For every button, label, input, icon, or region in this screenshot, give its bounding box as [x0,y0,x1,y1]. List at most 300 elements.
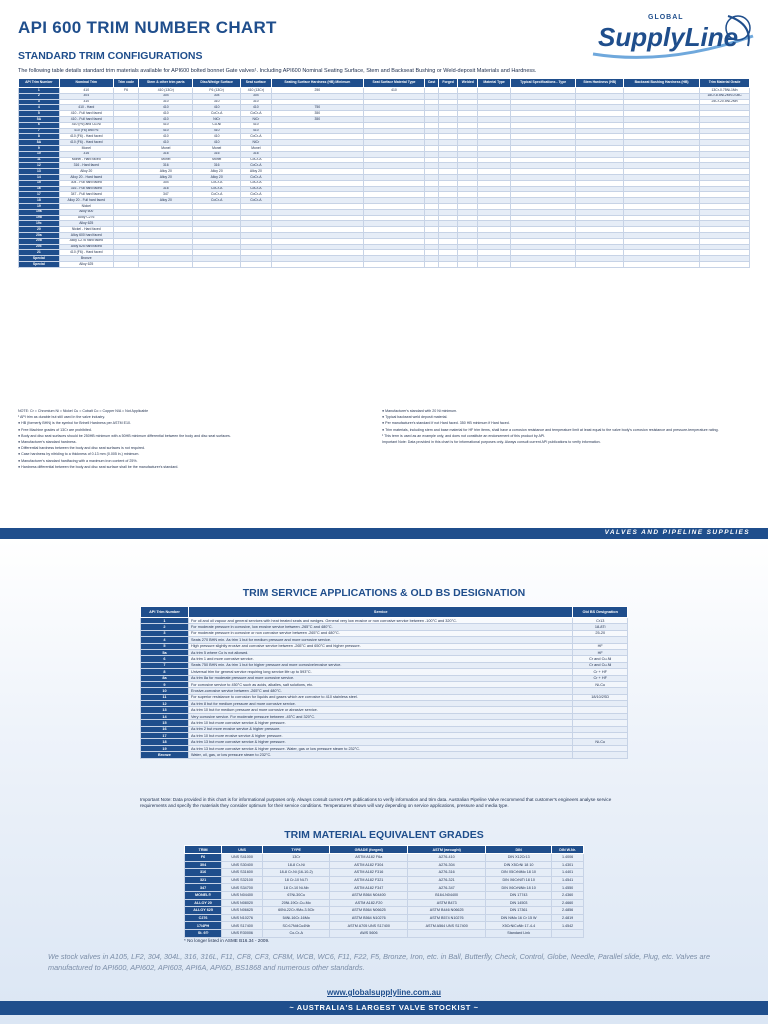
table-cell [139,261,193,267]
equivalent-table-row [185,891,584,899]
table-cell: 3 [19,99,60,105]
table-cell: CoCr-A [193,180,240,186]
equivalent-table-row [185,884,584,892]
table-cell: 347 - Full hard faced [59,192,113,198]
table-cell: 18-8 Cr-Ni (16-10-2) [263,869,330,877]
table-cell: NiCr [193,116,240,122]
table-cell: CoCr-A [193,186,240,192]
table-cell: ALLOY 20 [185,899,222,907]
table-cell: 304 [139,180,193,186]
table-cell: 304 - Full hard faced [59,180,113,186]
table-cell: A276-304 [408,861,486,869]
table-cell: As trim 10 but more corrosive service & higher pressure. [188,720,572,726]
table-cell: Cr13 [573,618,628,624]
table-cell: 6 [141,656,189,662]
table-cell [438,261,457,267]
website-link[interactable]: www.globalsupplyline.com.au [327,988,441,997]
table-cell: 14 [141,713,189,719]
trim-table-header: Trim code [113,79,138,88]
table-cell: 310 [193,99,240,105]
note-line: ● Hardness differential between the body and disc seat surface shall be the manufacturer's standard. [18,464,179,469]
trim-table-header: Stem & other trim parts [139,79,193,88]
table-cell: 410 (13Cr) [139,88,193,94]
note-line: ● Differential hardness between the body and disc seat surfaces is not required. [18,446,145,451]
table-cell: 410 [139,111,193,117]
table-cell: 304 [193,93,240,99]
section-title-standard-trim: STANDARD TRIM CONFIGURATIONS [18,50,203,62]
table-cell: 20Ni-19Cr-Cu-Mo [263,899,330,907]
table-cell: 1.4550 [552,884,584,892]
table-cell: Alloy C276 hard faced [59,238,113,244]
notes-left [18,409,378,471]
table-cell: 4 [141,637,189,643]
table-cell: As trim 5 where Co is not allowed. [188,649,572,655]
intro-text: The following table details standard trim materials available for API600 bolted bonnet Gate valves¹. Including API600 Nominal Seating Surface, Stem and Backseat Bushing or Weld-deposit Materials and Hardness. [18,68,537,74]
table-cell: Universal trim for general service requiring long service life up to 593°C. [188,669,572,675]
table-cell: Standard Link [486,929,552,937]
table-cell: Special [19,256,60,262]
equivalent-table-row [185,922,584,930]
table-cell: 2.4819 [552,914,584,922]
table-cell [573,752,628,758]
table-cell: C276 [185,914,222,922]
table-cell: 1 [141,618,189,624]
table-cell: 410 [240,105,271,111]
table-cell: 21 [19,250,60,256]
table-cell: 15 [141,720,189,726]
table-cell: Monel [59,145,113,151]
table-cell [458,261,478,267]
table-cell: 410 (F6) - Hard faced [59,140,113,146]
trim-table-header: Nominal Trim [59,79,113,88]
table-cell: 1.4401 [552,869,584,877]
table-cell: A276-316 [408,869,486,877]
table-cell: 5a [141,649,189,655]
table-cell: 316 [193,163,240,169]
service-table-header: API Trim Number [141,607,189,618]
trim-number-table [18,78,750,268]
table-cell: 20b [19,238,60,244]
trim-table-header: Disc/Wedge Surface [193,79,240,88]
table-cell: 410 [240,122,271,128]
table-cell: 25Cr-20.5Ni-2Mn [700,99,750,105]
table-cell: ASTM B564 N06625 [330,907,408,915]
table-cell [408,929,486,937]
table-cell [240,261,271,267]
table-cell: Alloy C276 [59,215,113,221]
table-cell: 347 [185,884,222,892]
stock-text: We stock valves in A105, LF2, 304, 304L, 316, 316L, F11, CF8, CF3, CF8M, WCB, WC6, F11, F22, F5, Bronze, Iron, etc. in Ball, Butterfly, Check, Control, Globe, Needle, Parallel slide, Plug, etc. Valves are manufactured to API600, API602, API603, API6A, API6D, BS1868 and numerous other standards. [48,952,711,972]
table-cell: 12 [141,701,189,707]
table-cell: As trim 8 but for medium pressure and more corrosive service. [188,701,572,707]
service-important-note: Important Note: Data provided in this chart is for informational purposes only. Always consult current API publications to verify information and trim data. Australian Pipeline Valve recommend that customer's engineers analyse service requirements and specify the materials they consider optimum for their service conditions. Temperatures shown will vary depending on service applications, pressure and media type. [140,797,612,808]
trim-table-header: Forged [438,79,457,88]
table-cell: 20a [19,232,60,238]
table-cell: ASTM A182 F321 [330,876,408,884]
table-cell: 2 [141,624,189,630]
table-cell: 18-8Ti [573,624,628,630]
table-cell: DIN X5CrNiMo 18 10 [486,869,552,877]
table-cell: Alloy 20 - Full hard faced [59,198,113,204]
table-cell: F6 [113,88,138,94]
footer-tagline: ~ AUSTRALIA'S LARGEST VALVE STOCKIST ~ [0,1001,768,1015]
table-cell: 350 [271,116,363,122]
band-text: VALVES AND PIPELINE SUPPLIES [604,529,750,536]
table-cell: 410 [193,134,240,140]
trim-table-row [19,261,750,267]
table-cell: DIN 14503 [486,899,552,907]
trim-table-header: Trim Material Grade [700,79,750,88]
note-line: ¹ This term is used as an example only, and does not constitute an endorsement of this product by API. [382,433,546,438]
table-cell: 12 [19,163,60,169]
equivalent-table-header: ASTM (wrought) [408,846,486,854]
table-cell: 9 [141,681,189,687]
table-cell: 13 [19,169,60,175]
equivalent-table-header: DIN W.Nr. [552,846,584,854]
table-cell: Monel [139,145,193,151]
table-cell: 4 [19,105,60,111]
table-cell: 16 [19,186,60,192]
table-cell: F6 (13Cr) [193,88,240,94]
table-cell: 316 [193,151,240,157]
equivalent-table-row [185,861,584,869]
table-cell: CoCr-A [240,198,271,204]
table-cell: As trim 8a for moderate pressure and more corrosive service. [188,675,572,681]
table-cell: AWS 5606 [330,929,408,937]
table-cell [271,261,363,267]
equivalent-table-header: TRIM [185,846,222,854]
table-cell: 19c [19,221,60,227]
table-cell: For moderate pressure in corrosive, low erosive service between -265°C and 480°C. [188,624,572,630]
table-cell: 316 [240,151,271,157]
note-line: ● HB (formerly BHN) is the symbol for Brinell Hardness per ASTM E10. [18,421,132,426]
table-cell: 6 [19,122,60,128]
equivalent-table-header: DIN [486,846,552,854]
table-cell: UNS N06625 [222,907,263,915]
equivalent-table-row [185,907,584,915]
table-cell: 60Ni-22Cr-9Mo-3.5Cb [263,907,330,915]
table-cell: 18 [19,198,60,204]
table-cell: ASTM A564 UNS S17400 [408,922,486,930]
table-cell: 13 [141,707,189,713]
table-cell: 14 [19,174,60,180]
table-cell: 18 [141,739,189,745]
equivalent-table-header: GRADE (forged) [330,846,408,854]
table-cell: 316 - Hard faced [59,163,113,169]
table-cell: ASTM B446 N06625 [408,907,486,915]
table-cell: HF [573,649,628,655]
table-cell: 1.4301 [552,861,584,869]
table-cell: As trim 2 but more erosive service & higher pressure. [188,726,572,732]
table-cell: ASTM A182 F347 [330,884,408,892]
table-cell: High pressure slightly erosive and corrosive service between -265°C and 650°C and higher pressure. [188,643,572,649]
table-cell: CoCr-A [240,192,271,198]
table-cell: Very corrosive service. For moderate pressure between -45°C and 320°C. [188,713,572,719]
table-cell: CoCr-A [240,186,271,192]
table-cell: For moderate pressure in corrosive or non corrosive service between -265°C and 480°C. [188,630,572,636]
table-cell: 1.4006 [552,854,584,862]
trim-table-header: Material Type [478,79,511,88]
table-cell: As trim 1 and more corrosive service. [188,656,572,662]
note-line: ● Manufacturer's standard hardness. [18,440,77,445]
table-cell: 17 [19,192,60,198]
table-cell: A276-410 [408,854,486,862]
table-cell: 18-8 Cr-Ni [263,861,330,869]
table-cell: F6 [185,854,222,862]
table-cell: 316 - Full hard faced [59,186,113,192]
table-cell: Monel [240,145,271,151]
table-cell: 410 (13Cr) [240,88,271,94]
table-cell: 15 [19,180,60,186]
table-cell: Alloy 20 - Hard faced [59,174,113,180]
note-line: Important Note: Data provided in this chart is for informational purposes only. Always consult current API publications to verify information. [382,440,601,445]
table-cell: 410 [240,128,271,134]
table-cell: CoCr-A [240,163,271,169]
table-cell: 410 (F6) - Hard faced [59,134,113,140]
equivalent-table-row [185,899,584,907]
table-cell: Seats 750 BHN min. As trim 1 but for higher pressure and more corrosive/erosive service. [188,662,572,668]
table-cell: 67Ni-30Cu [263,891,330,899]
table-cell: ASTM B564 N10276 [330,914,408,922]
table-cell: 18 Cr-10 Ni-Nb [263,884,330,892]
page-title: API 600 TRIM NUMBER CHART [18,18,277,37]
note-line: NOTE: Cr = Chromium Ni = Nickel Cu = Cobalt Co = Copper N/A = Not Applicable [18,409,149,413]
table-cell: CoCr-A [240,111,271,117]
service-table-header: Old BS Designation [573,607,628,618]
table-cell: UNS R30006 [222,929,263,937]
note-line: ● Case hardness by nitriding to a thickness of 0.13 mm (0.005 in.) minimum. [18,452,140,457]
table-cell: For oil and oil vapour and general services with heat treated seats and wedges. General very low erosive or non corrosive service between -100°C and 320°C. [188,618,572,624]
table-cell: For corrosive service to 450°C such as acids, alkalies, salt solutions, etc. [188,681,572,687]
table-cell: DIN X5CrNi 18 10 [486,861,552,869]
table-cell: CoCr-A [193,192,240,198]
table-cell: UNS N10276 [222,914,263,922]
table-cell: 19 [19,203,60,209]
table-cell: 316 [139,186,193,192]
table-cell: Alloy 600 hard faced [59,232,113,238]
table-cell: Monel [139,157,193,163]
table-cell: 410 - Full hard faced [59,116,113,122]
table-cell: As trim 13 but more corrosive service & higher pressure. [188,739,572,745]
table-cell: A276-321 [408,876,486,884]
table-cell: 18 Cr-10 Ni-Ti [263,876,330,884]
table-cell: 20c [19,244,60,250]
table-cell [363,261,424,267]
table-cell: UNS S17400 [222,922,263,930]
table-cell: 310 [139,99,193,105]
table-cell: Ni-Cu [573,739,628,745]
table-cell: Alloy 20 [139,169,193,175]
table-cell: 18/10/2SD [573,694,628,700]
table-cell: 310 [240,99,271,105]
table-cell: Cu-Ni [193,122,240,128]
table-cell: Alloy 20 [193,174,240,180]
table-cell: UNS S31600 [222,869,263,877]
table-cell: 19 [141,745,189,751]
table-cell: ASTM B473 [408,899,486,907]
note-line: ● Typical backseat weld deposit material. [382,415,448,420]
table-cell: MONEL® [185,891,222,899]
table-cell: Seats 270 BHN min. As trim 1 but for medium pressure and more corrosive service. [188,637,572,643]
divider-band [0,528,768,539]
equivalent-table-row [185,929,584,937]
table-cell: ASTM B574 N10276 [408,914,486,922]
table-cell: 8a [141,675,189,681]
section-title-service: TRIM SERVICE APPLICATIONS & OLD BS DESIGNATION [242,587,526,599]
notes-right [382,409,752,446]
table-cell: 316 [59,151,113,157]
table-cell: DIN 17361 [486,907,552,915]
table-cell: 250 [271,88,363,94]
table-cell: For superior resistance to corrosion for liquids and gases which are corrosive to 410 stainless steel. [188,694,572,700]
table-cell: 5A [19,116,60,122]
table-cell: 304 [185,861,222,869]
logo-global-text: GLOBAL [648,14,684,21]
table-cell: Alloy 600 [59,209,113,215]
table-cell: Alloy 20 [240,169,271,175]
table-cell: As trim 13 but more corrosive service & higher pressure. Water, gas or low pressure steam to 232°C. [188,745,572,751]
service-table-row [141,752,628,758]
trim-table-header: Seat surface [240,79,271,88]
table-cell: 410 - Hard [59,105,113,111]
table-cell: 410 [139,128,193,134]
table-cell: Cr + HF [573,669,628,675]
table-cell [193,261,240,267]
trim-table-header: Stem Hardness (HB) [576,79,624,88]
table-cell: As trim 10 but for medium pressure and more corrosive or abrasive service. [188,707,572,713]
equivalent-table-header: UNS [222,846,263,854]
trim-table-header: API Trim Number [19,79,60,88]
table-cell: 410 [363,88,424,94]
table-cell: 16 [141,726,189,732]
table-cell: 2.4360 [552,891,584,899]
table-cell: 7 [19,128,60,134]
section-title-equivalent: TRIM MATERIAL EQUIVALENT GRADES [284,829,484,841]
note-line: ● Manufacturer's standard with 20 Ni minimum. [382,409,458,413]
table-cell: 18Cr-8.5Ni-2Mn-0.08C [700,93,750,99]
table-cell: 1 [19,88,60,94]
table-cell [576,261,624,267]
table-cell: 304 [240,93,271,99]
trim-table-header: Typical Specifications - Type [510,79,575,88]
table-cell: 410 [59,88,113,94]
table-cell: 2.4660 [552,899,584,907]
table-cell: 17/4PH [185,922,222,930]
logo-wordmark: SupplyLine [598,22,739,52]
equivalent-note: * No longer listed in ASME B16.34 - 2009. [184,938,270,943]
table-cell: 750 [271,105,363,111]
table-cell: ASTM A182 F316 [330,869,408,877]
table-cell: Bronze [59,256,113,262]
table-cell: ASTM A182 F6a [330,854,408,862]
table-cell: 19a [19,209,60,215]
table-cell: Bronze [141,752,189,758]
table-cell: 8 [141,669,189,675]
table-cell: 410 - Full hard faced [59,111,113,117]
table-cell: 8A [19,140,60,146]
table-cell: HF [573,643,628,649]
note-line: ● Free Machine grades of 13Cr are prohibited. [18,427,92,432]
table-cell: Cr + HF [573,675,628,681]
table-cell [624,261,700,267]
table-cell: 410 [139,116,193,122]
table-cell: DIN 17743 [486,891,552,899]
trim-table-header: Cast [425,79,439,88]
table-cell: CoCr-A [193,198,240,204]
table-cell: Alloy 20 [139,174,193,180]
table-cell: UNS N04400 [222,891,263,899]
table-cell: 410 (F6) - Hard faced [59,250,113,256]
table-cell: 321 [185,876,222,884]
table-cell: UNS S41000 [222,854,263,862]
table-cell: B164-N04400 [408,891,486,899]
table-cell [425,261,439,267]
table-cell: CoCr-A [240,174,271,180]
table-cell: 11 [141,694,189,700]
table-cell: 316 [139,151,193,157]
table-cell: Special [19,261,60,267]
table-cell: 410 [139,140,193,146]
table-cell: 54Ni-16Cr-16Mo [263,914,330,922]
table-cell: 13Cr [263,854,330,862]
table-cell: 1.4542 [552,922,584,930]
table-cell: 17 [141,733,189,739]
table-cell: X5CrNiCuNb 17-4-4 [486,922,552,930]
table-cell: Water, oil, gas, or low pressure steam to 232°C. [188,752,572,758]
table-cell: Monel [193,157,240,163]
equivalent-table-row [185,876,584,884]
table-cell: CoCr-A [240,157,271,163]
table-cell: Alloy 625 [59,221,113,227]
service-applications-table [140,606,628,759]
table-cell: 10 [19,151,60,157]
table-cell: 5 [19,111,60,117]
trim-table-header: Backseat Bushing Hardness (HB) [624,79,700,88]
table-cell: 410 [139,105,193,111]
table-cell: CoCr-A [193,111,240,117]
table-cell: 3 [141,630,189,636]
table-cell: 410 [139,122,193,128]
table-cell: Alloy 625 hard faced [59,244,113,250]
table-cell: UNS S34700 [222,884,263,892]
table-cell: 410 [139,134,193,140]
table-cell: Nickel - Hard faced [59,227,113,233]
table-cell: DIN X6CrNiNb 18 10 [486,884,552,892]
table-cell: Alloy 20 [59,169,113,175]
table-cell: 5 [141,643,189,649]
table-cell: NiCr [240,116,271,122]
table-cell: SCr17Ni4Cu4Nb [263,922,330,930]
table-cell: CoCr-A [240,134,271,140]
table-cell: ASTM A182-F20 [330,899,408,907]
table-cell: 11 [19,157,60,163]
table-cell: 304 [59,93,113,99]
table-cell: Erosive-corrosive service between -265°C and 480°C. [188,688,572,694]
equivalent-table-row [185,854,584,862]
table-cell: Monel [193,145,240,151]
table-cell: ALLOY 625 [185,907,222,915]
table-cell: St. 6® [185,929,222,937]
table-cell: 347 [139,192,193,198]
equivalent-grades-table [184,845,584,938]
brand-logo[interactable] [588,6,758,62]
equivalent-table-row [185,869,584,877]
table-cell: 7 [141,662,189,668]
trim-table-header: Welded [458,79,478,88]
table-cell [700,261,750,267]
table-cell: Co-Cr-A [263,929,330,937]
table-cell: DIN NiMo 16 Cr 15 W [486,914,552,922]
